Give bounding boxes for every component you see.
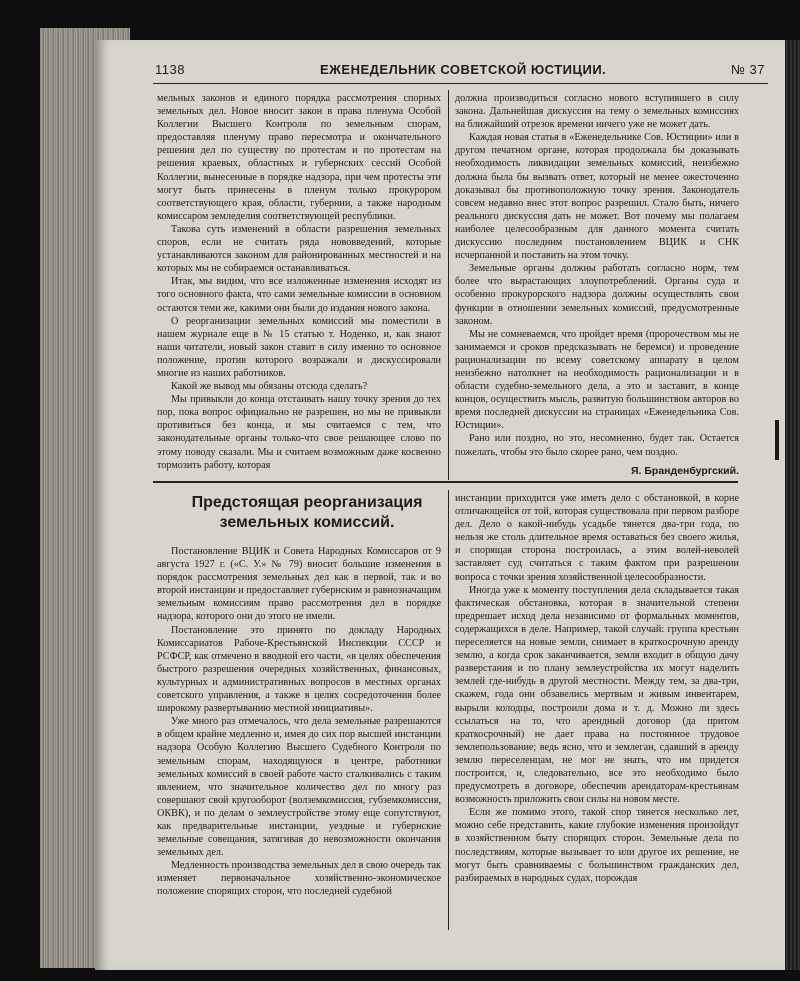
- journal-title: ЕЖЕНЕДЕЛЬНИК СОВЕТСКОЙ ЮСТИЦИИ.: [320, 62, 607, 77]
- column-divider-top: [448, 90, 449, 480]
- column-divider-bottom: [448, 490, 449, 930]
- header-rule: [153, 83, 768, 84]
- article-title: Предстоящая реорганизация земельных комиссий.: [191, 494, 423, 531]
- paragraph: Такова суть изменений в области разрешения земельных споров, если не считать ряда нововведений, которые устанавливаются законом для районированных местностей и на которых мы не собираемся останавливаться.: [157, 223, 441, 275]
- page-header: [155, 62, 765, 82]
- section-divider: [153, 481, 738, 483]
- paragraph: мельных законов и единого порядка рассмотрения спорных земельных дел. Новое вносит закон в права пленума Особой Коллегии Высшего Контроля по земельным спорам, предоставляя пленуму право пересмотра и окончательного решения дел по существу по протестам и по протестам на решения краевых, областных и губернских сессий Особой Коллегии, вынесенные в порядке надзора, при чем протесты эти могут быть принесены в пленум только прокурором соответствующего края, области, губернии, а также народным комиссаром земледелия соответствующей республики.: [157, 93, 441, 222]
- book-right-edge: [785, 40, 800, 970]
- bottom-left-column: [157, 545, 441, 899]
- paragraph: Уже много раз отмечалось, что дела земельные разрешаются в общем крайне медленно и, имея до сих пор высшей инстанции надзора Особую Коллегию Высшего Судебного Контроля по земельным спорам, находящуюся в центре, работники земельных комиссий в своей работе часто сталкивались с таким явлением, что значительное количество дел по многу раз совершают свой кругооборот (волземкомиссия, губземкомиссия, ОКВК), и по делам о землеустройстве этому еще сопутствуют, как предварительные инстанции, уездные и губернские земельные совещания, затягивая до невозможности окончания земельных дел.: [157, 716, 441, 859]
- paragraph: Рано или поздно, но это, несомненно, будет так. Остается пожелать, чтобы это было скорее рано, чем поздно.: [455, 433, 739, 458]
- paragraph: Итак, мы видим, что все изложенные изменения исходят из того основного факта, что сами земельные комиссии в основном остаются теми же, какими они были до издания нового закона.: [157, 276, 441, 314]
- paragraph: Если же помимо этого, такой спор тянется несколько лет, можно себе представить, какие глубокие изменения произойдут в хозяйственном быту спорящих сторон. Земельные дела по последствиям, которые вызывает то или другое их решение, не могут быть сравниваемы с большинством гражданских дел, разбираемых в народных судах, порождая: [455, 807, 739, 884]
- paragraph: Земельные органы должны работать согласно норм, тем более что вырастающих злоупотреблений. Органы суда и особенно прокурорского надзора должны осуществлять свои функции в отношении земельных комиссий, предусмотренные законом.: [455, 263, 739, 327]
- journal-page: [95, 40, 785, 970]
- author-signature: Я. Бранденбургский.: [631, 464, 739, 477]
- paragraph: Какой же вывод мы обязаны отсюда сделать?: [171, 381, 368, 393]
- paragraph: инстанции приходится уже иметь дело с обстановкой, в корне отличающейся от той, которая существовала при первом разборе дел. Дело о какой-нибудь усадьбе тянется два-три года, по нельзя же столь длительное время оставаться без своего жилья, и спорящая сторона построилась, а этим волей-неволей заставляет суд считаться с таким фактом при разрешении вопроса с точки зрения хозяйственной целесообразности.: [455, 493, 739, 583]
- paragraph: Постановление ВЦИК и Совета Народных Комиссаров от 9 августа 1927 г. («С. У.» № 79) вносит большие изменения в порядок рассмотрения земельных дел как в первой, так и во второй инстанции и предоставляет губернским и равнозначащим земельным комиссиям право рассмотрения дел в порядке надзора, которого они до этого не имели.: [157, 546, 441, 623]
- paragraph: Иногда уже к моменту поступления дела складывается такая фактическая обстановка, которая в значительной степени предрешает исход дела независимо от формальных моментов, содержащихся в деле. Например, такой случай: группа крестьян переселяется на новые земли, снимает в краткосрочную аренду землю, а когда срок заканчивается, земля входит в общую дачу разверстания и по плану землеустройства их могут наделить землей где-нибудь в другой местности. Между тем, за два-три, скажем, года они обзавелись мертвым и живым инвентарем, вырыли колодцы, построили дома и т. д. Можно ли здесь ссылаться на то, что арендный договор (да притом краткосрочный) не дает права на постоянное трудовое землепользование; ведь ясно, что и землеган, сдавший в аренду землю переселенцам, не мог не знать, что им придется построится, и, следовательно, все это необходимо было предусмотреть в договоре, обеспечив арендаторам-крестьянам возможность приложить свои силы на новом месте.: [455, 584, 739, 806]
- paragraph: Медленность производства земельных дел в свою очередь так изменяет первоначальное хозяйственно-экономическое положение спорящих сторон, что последней судебной: [157, 860, 441, 898]
- paragraph: Каждая новая статья в «Еженедельнике Сов. Юстиции» или в другом печатном органе, которая продолжала бы доказывать необходимость ликвидации земельных комиссий, неизбежно должна была бы вызвать ответ, который не менее ожесточенно доказывал бы противоположную точку зрения. Законодатель совсем недавно внес этот вопрос разрешил. Стало быть, ничего реального дискуссия дать не может. Вот почему мы полагаем наиболее целесообразным для данного момента считать дискуссию последним постановлением ВЦИК и СНК исчерпанной и поставить на этом точку.: [455, 132, 739, 262]
- top-right-column: [455, 92, 739, 478]
- paragraph: должна производиться согласно нового вступившего в силу закона. Дальнейшая дискуссия на тему о земельных комиссиях на ближайший отрезок времени ничего уже не может дать.: [455, 93, 739, 131]
- paragraph: Мы привыкли до конца отстаивать нашу точку зрения до тех пор, пока вопрос официально не разрешен, но мы не привыкли противиться без конца, и мы считаемся с тем, что законодательные органы только-что свое решающее слово по этому поводу сказали. Мы и считаем возможным даже косвенно тормозить работу, которая: [157, 394, 441, 471]
- paragraph: Мы не сомневаемся, что пройдет время (пророчеством мы не занимаемся и сроков предсказывать не беремся) и проведение рационализации по всему советскому аппарату в целом неизбежно натолкнет на необходимость рационализации и в области судебно-земельного дела, а это и заставит, в конце концов, осуществить мысль, развитую большинством авторов во время последней дискуссии на страницах «Еженедельника Сов. Юстиции».: [455, 328, 739, 432]
- binding-mark: [775, 420, 779, 460]
- top-left-column: [157, 92, 441, 472]
- paragraph: Постановление это принято по докладу Народных Комиссариатов Рабоче-Крестьянской Инспекции СССР и РСФСР, как отмечено в вводной его части, «в целях обеспечения быстрого разрешения очередных хозяйственных, финансовых, культурных и административных вопросов в местных органах советского управления, а также в целях сосредоточения более широкому развертыванию местной инициативы».: [157, 624, 441, 715]
- page-number-left: 1138: [155, 62, 185, 77]
- paragraph: О реорганизации земельных комиссий мы поместили в нашем журнале еще в № 15 статью т. Ноденко, и, как знают наши читатели, новый закон ставит в силу именно то основное положение, против которого возражали и дискуссировали многие из наших работников.: [157, 315, 441, 379]
- bottom-right-column: [455, 492, 739, 885]
- issue-number: № 37: [730, 62, 765, 77]
